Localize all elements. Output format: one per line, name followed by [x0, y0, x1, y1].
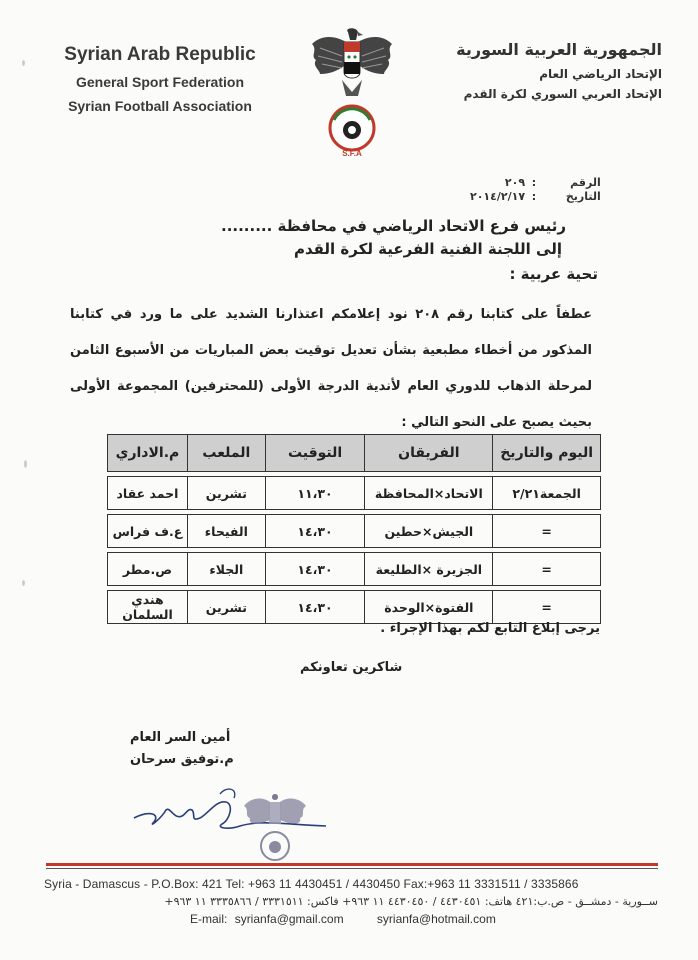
signatory-title: أمين السر العام: [130, 730, 231, 745]
table-header-row: [108, 435, 601, 472]
table-row: [108, 553, 601, 586]
cell-admin: ص.مطر: [108, 553, 188, 586]
header-english: [50, 44, 270, 114]
header-teams: الفريقان: [365, 435, 493, 472]
cell-date: =: [493, 553, 601, 586]
cell-date: =: [493, 515, 601, 548]
table-row: [108, 477, 601, 510]
ref-date-value: ٢٠١٤/٢/١٧: [470, 190, 526, 203]
cell-stadium: تشرين: [187, 591, 265, 624]
eagle-stamp: [240, 790, 310, 870]
cell-teams: الجزيرة ×الطليعة: [365, 553, 493, 586]
header-time: التوقيت: [265, 435, 365, 472]
eagle-emblem-logo: [306, 26, 398, 160]
header-en-line2: General Sport Federation: [75, 74, 245, 90]
scan-speck: [22, 580, 25, 586]
footer-address-english: Syria - Damascus - P.O.Box: 421 Tel: +963 11 4430451 / 4430450 Fax:+963 11 3331511 / 3335866: [44, 877, 579, 891]
scan-speck: [24, 460, 27, 468]
cell-admin: هندي السلمان: [108, 591, 188, 624]
header-stadium: الملعب: [187, 435, 265, 472]
body-paragraph: عطفاً على كتابنا رقم ٢٠٨ نود إعلامكم اعتذارنا الشديد على ما ورد في كتابنا المذكور من أخطاء مطبعية بشأن تعديل توقيت بعض المباريات من الأسبوع الثامن لمرحلة الذهاب للدوري العام لأندية الدرجة الأولى (للمحترفين) المجموعة الأولى بحيث يصبح على النحو التالي :: [70, 307, 592, 430]
thanks-line: شاكرين تعاونكم: [300, 660, 403, 675]
cell-teams: الاتحاد×المحافظة: [365, 477, 493, 510]
table-row: [108, 515, 601, 548]
scan-speck: [22, 60, 25, 66]
cell-admin: احمد عقاد: [108, 477, 188, 510]
reference-block: الرقم : ٢٠٩ التاريخ : ٢٠١٤/٢/١٧: [470, 176, 601, 203]
table-row: [108, 591, 601, 624]
header-en-line3: Syrian Football Association: [68, 98, 252, 114]
cell-time: ١٤،٣٠: [265, 515, 365, 548]
cell-stadium: تشرين: [187, 477, 265, 510]
logo-caption: S.F.A: [342, 149, 362, 158]
email-label: E-mail:: [190, 912, 228, 926]
footer-address-arabic: ســورية - دمشــق - ص.ب:٤٢١ هاتف: ٤٤٣٠٤٥١ / ٤٤٣٠٤٥٠ ١١ ٩٦٣+ فاكس: ٣٣٣١٥١١ / ٣٣٣٥٨٦٦ ١١ ٩٦٣+: [164, 895, 658, 908]
cell-teams: الفتوة×الوحدة: [365, 591, 493, 624]
address-line1: رئيس فرع الاتحاد الرياضي في محافظة .........: [221, 217, 566, 235]
signatory-name: م.توفيق سرحان: [130, 752, 234, 767]
cell-time: ١٤،٣٠: [265, 591, 365, 624]
footer-divider-red: [46, 863, 658, 866]
cell-date: الجمعة٢/٢١: [493, 477, 601, 510]
ref-date-label: التاريخ: [565, 190, 601, 203]
cell-admin: ع.ف فراس: [108, 515, 188, 548]
cell-time: ١١،٣٠: [265, 477, 365, 510]
header-administrator: م.الاداري: [108, 435, 188, 472]
email-hotmail[interactable]: syrianfa@hotmail.com: [376, 912, 496, 926]
ref-number-value: ٢٠٩: [504, 176, 526, 189]
footer-emails: [190, 912, 496, 926]
header-ar-line3: الإتحاد العربي السوري لكرة القدم: [463, 87, 662, 101]
cell-date: =: [493, 591, 601, 624]
header-arabic: [422, 40, 662, 101]
header-day-date: اليوم والتاريخ: [493, 435, 601, 472]
cell-stadium: الفيحاء: [187, 515, 265, 548]
address-line2: إلى اللجنة الفنية الفرعية لكرة القدم: [293, 240, 562, 258]
header-ar-line1: الجمهورية العربية السورية: [456, 40, 662, 59]
match-schedule-table: [107, 434, 601, 624]
header-ar-line2: الإتحاد الرياضي العام: [539, 67, 662, 81]
cell-time: ١٤،٣٠: [265, 553, 365, 586]
request-line: يرجى إبلاغ التابع لكم بهذا الإجراء .: [380, 621, 600, 636]
cell-stadium: الجلاء: [187, 553, 265, 586]
footer-divider-dark: [46, 868, 658, 869]
header-en-line1: Syrian Arab Republic: [64, 44, 256, 65]
greeting: تحية عربية :: [509, 265, 598, 283]
cell-teams: الجيش×حطين: [365, 515, 493, 548]
email-gmail[interactable]: syrianfa@gmail.com: [234, 912, 344, 926]
ref-number-label: الرقم: [570, 176, 601, 189]
